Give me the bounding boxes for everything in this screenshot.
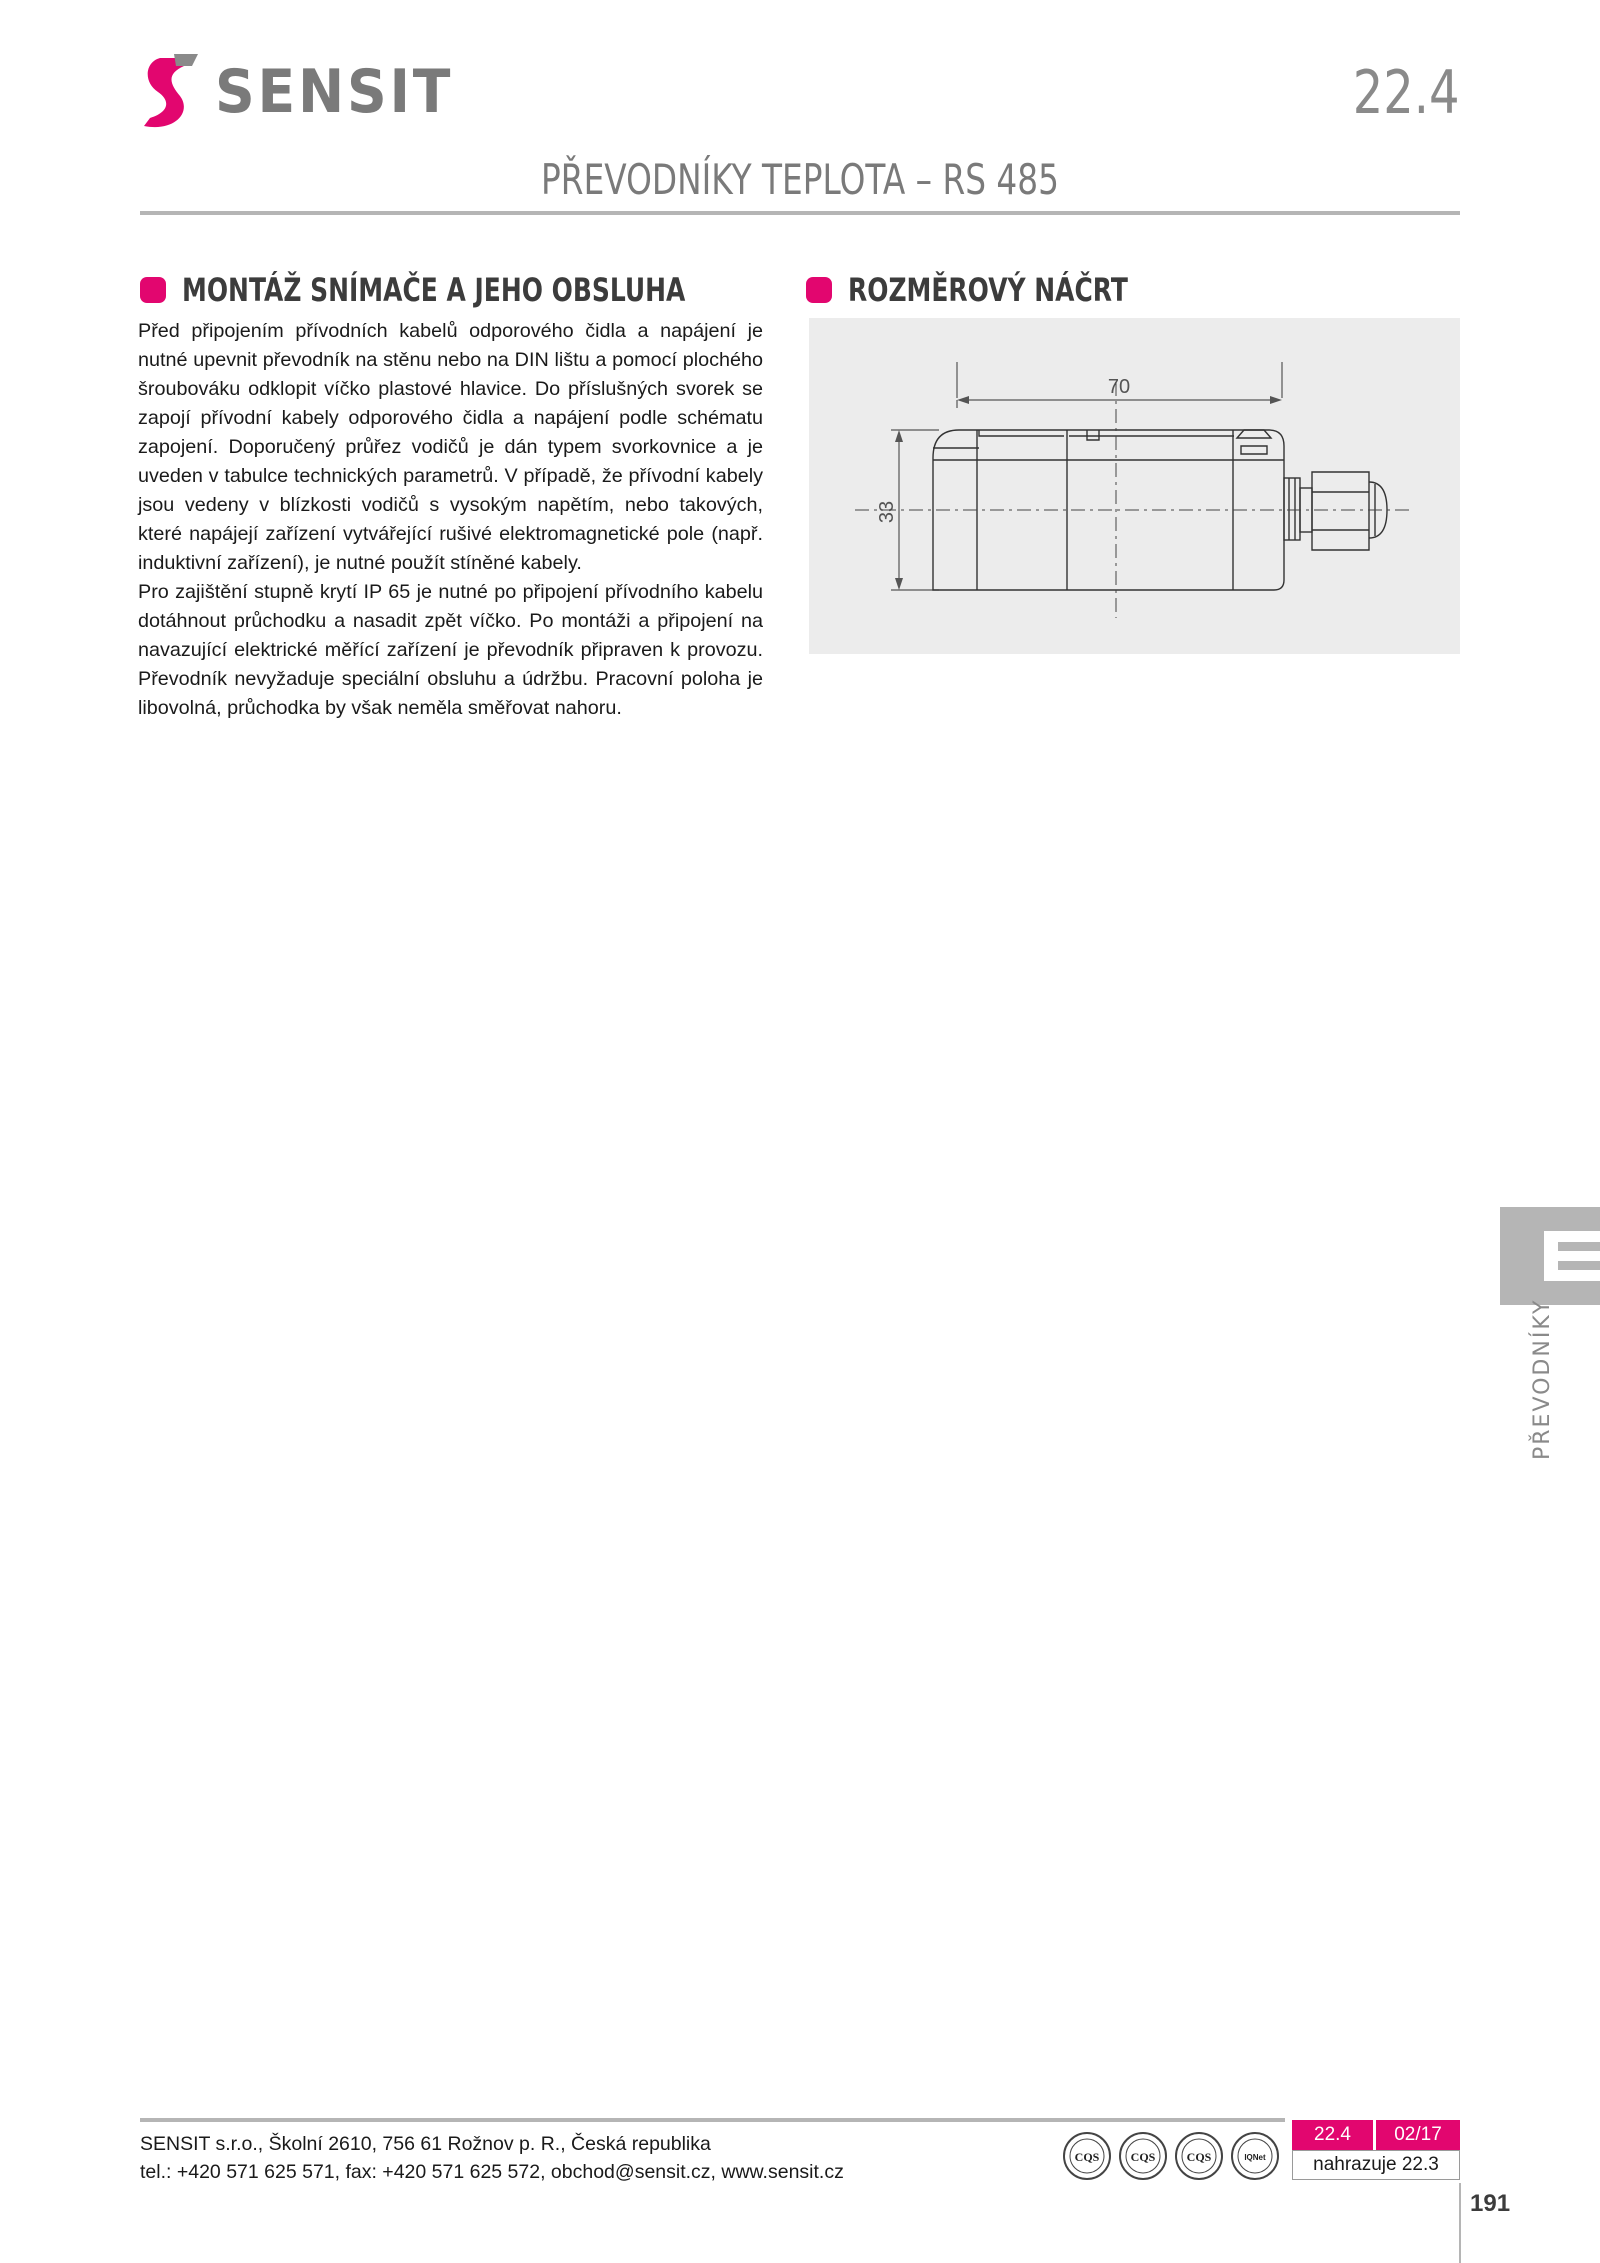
arrow-right-icon (1270, 396, 1282, 404)
brand-name: SENSIT (215, 57, 454, 127)
section-heading-mounting (140, 270, 827, 310)
arrow-down-icon (895, 578, 903, 590)
mounting-text (138, 317, 763, 723)
logo-mark-icon (144, 58, 190, 127)
svg-text:CQS: CQS (1074, 2150, 1100, 2164)
address-line: SENSIT s.r.o., Školní 2610, 756 61 Rožnov p. R., Česká republika (140, 2133, 711, 2155)
svg-text:CQS: CQS (1186, 2150, 1212, 2164)
height-dimension-label: 33 (876, 500, 898, 524)
dimension-drawing (809, 318, 1460, 654)
page-number-divider (1459, 2183, 1461, 2263)
arrow-up-icon (895, 430, 903, 442)
width-dimension-label: 70 (1107, 376, 1131, 398)
document-version-box (1292, 2120, 1460, 2180)
document-code: 22.4 (1292, 2120, 1373, 2150)
address-line: tel.: +420 571 625 571, fax: +420 571 625 572, obchod@sensit.cz, www.sensit.cz (140, 2161, 844, 2183)
header-divider (140, 211, 1460, 215)
section-number: 22.4 (1353, 58, 1460, 128)
cqs-certification-badge-icon (1118, 2131, 1168, 2181)
chapter-letter-e-icon (1500, 1207, 1600, 1305)
chapter-label-text: PŘEVODNÍKY (1530, 1298, 1555, 1460)
section-bullet-icon (140, 277, 166, 303)
cqs-certification-badge-icon (1062, 2131, 1112, 2181)
svg-text:IQNet: IQNet (1244, 2153, 1266, 2162)
company-address (140, 2130, 844, 2186)
iqnet-certification-badge-icon (1230, 2131, 1280, 2181)
arrow-left-icon (957, 396, 969, 404)
chapter-tab (1500, 1207, 1600, 1305)
footer-divider (140, 2118, 1285, 2122)
section-title: ROZMĚROVÝ NÁČRT (848, 271, 1128, 309)
cqs-certification-badge-icon (1174, 2131, 1224, 2181)
paragraph: Před připojením přívodních kabelů odporového čidla a napájení je nutné upevnit převodník na stěnu nebo na DIN lištu a pomocí plochého šroubováku odklopit víčko plastové hlavice. Do příslušných svorek se zapojí přívodní kabely odporového čidla a napájení podle schématu zapojení. Doporučený průřez vodičů je dán typem svorkovnice a je uveden v tabulce technických parametrů. V případě, že přívodní kabely jsou vedeny v blízkosti vodičů s vysokým napětím, nebo takových, které napájejí zařízení vytvářející rušivé elektromagnetické pole (např. induktivní zařízení), je nutné použít stíněné kabely. (138, 320, 763, 574)
page-title: PŘEVODNÍKY TEPLOTA – RS 485 (541, 155, 1059, 204)
dimension-drawing-svg (809, 318, 1460, 654)
svg-text:CQS: CQS (1130, 2150, 1156, 2164)
section-heading-dimensions (806, 270, 1207, 310)
section-title: MONTÁŽ SNÍMAČE A JEHO OBSLUHA (182, 271, 686, 309)
page-number: 191 (1470, 2190, 1511, 2217)
paragraph: Pro zajištění stupně krytí IP 65 je nutné po připojení přívodního kabelu dotáhnout průchodku a nasadit zpět víčko. Po montáži a připojení na navazující elektrické měřící zařízení je převodník připraven k provozu. Převodník nevyžaduje speciální obsluhu a údržbu. Pracovní poloha je libovolná, průchodka by však neměla směřovat nahoru. (138, 581, 763, 719)
document-date: 02/17 (1376, 2120, 1460, 2150)
replaces-note: nahrazuje 22.3 (1292, 2150, 1460, 2180)
section-bullet-icon (806, 277, 832, 303)
